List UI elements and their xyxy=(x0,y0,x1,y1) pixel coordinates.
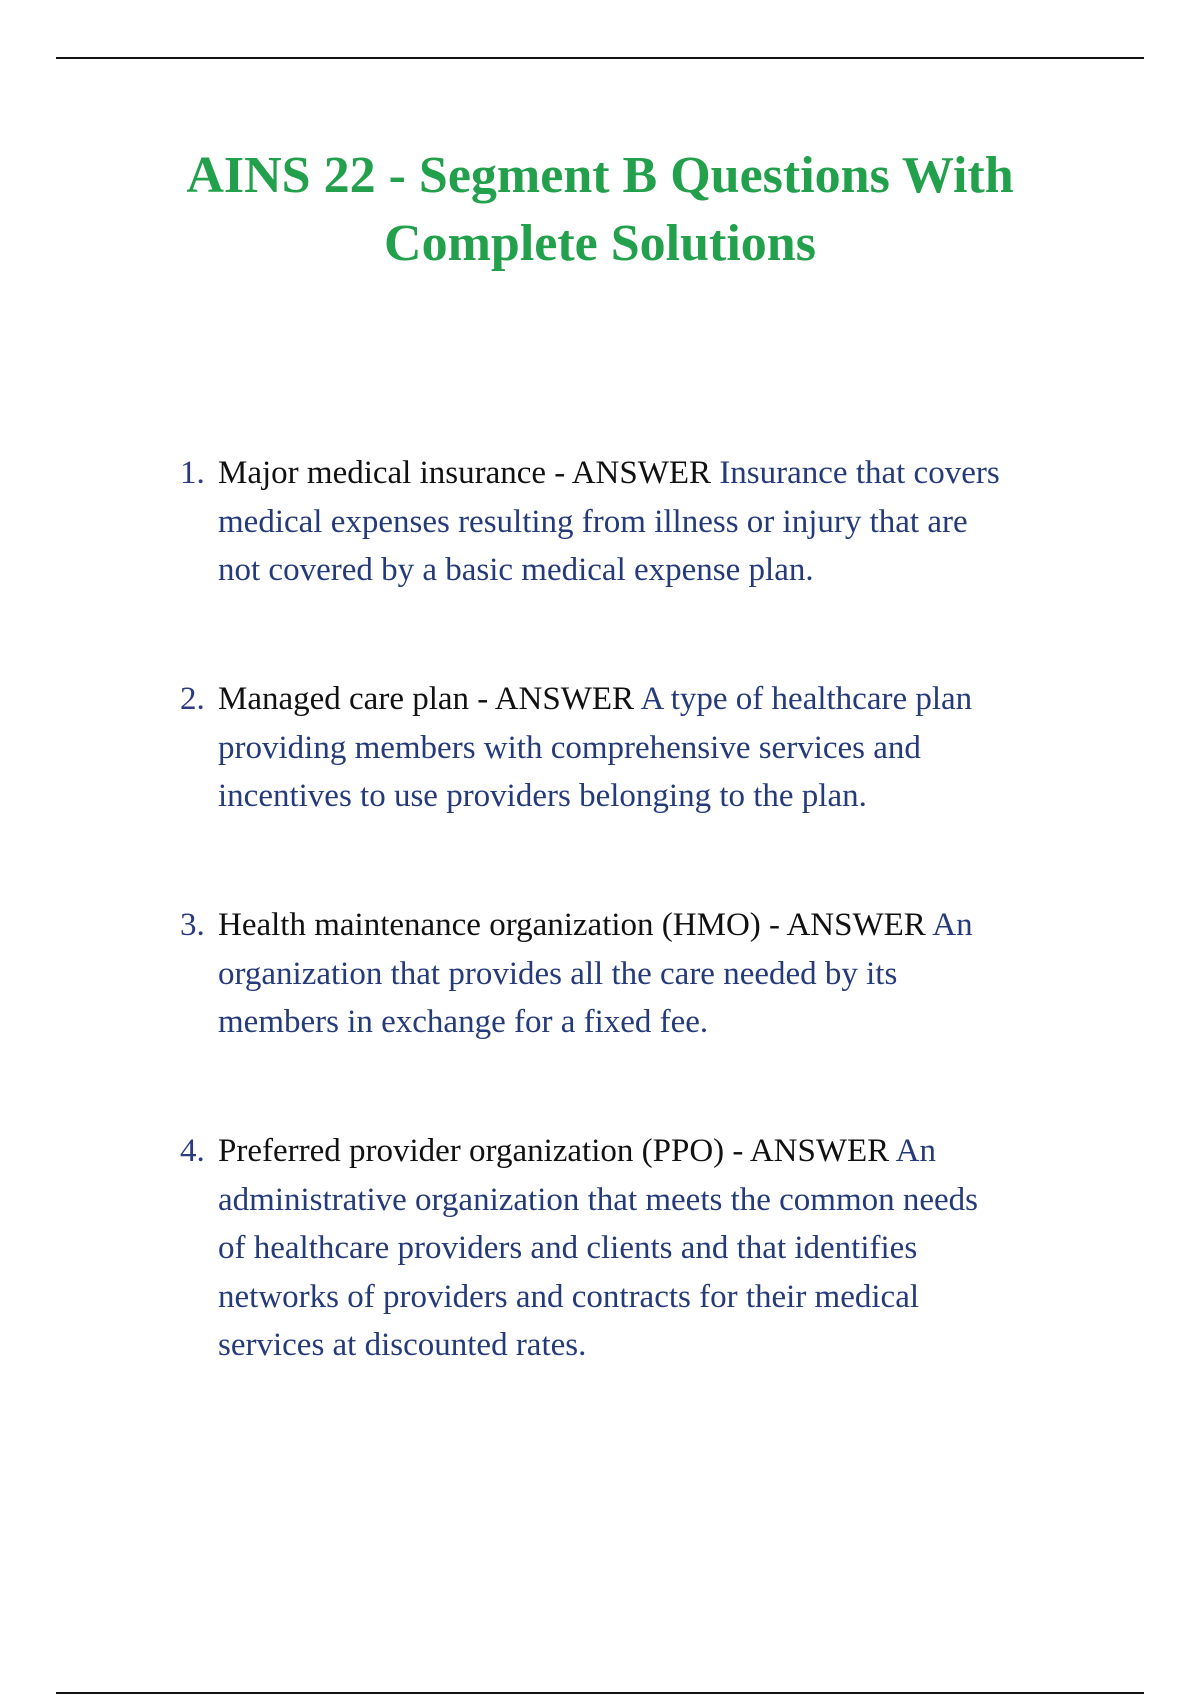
item-term: Major medical insurance xyxy=(218,455,547,491)
title-line-2: Complete Solutions xyxy=(384,215,816,272)
item-body xyxy=(218,1127,1090,1370)
answer-label: ANSWER xyxy=(749,1133,890,1169)
definition-text: An xyxy=(895,1133,936,1169)
definition-line: networks of providers and contracts for their medical xyxy=(218,1278,920,1315)
item-body xyxy=(218,675,1090,821)
qa-item-major-medical-insurance xyxy=(180,449,1090,595)
item-separator: - xyxy=(724,1133,750,1169)
item-line-first xyxy=(218,675,1090,724)
item-separator: - xyxy=(546,455,572,491)
item-line-first xyxy=(218,1127,1090,1176)
title-line-1: AINS 22 - Segment B Questions With xyxy=(186,147,1014,204)
item-term: Managed care plan xyxy=(218,681,470,717)
definition-line: members in exchange for a fixed fee. xyxy=(218,1004,709,1040)
definition-line: providing members with comprehensive services and xyxy=(218,729,921,766)
item-number: 1. xyxy=(180,455,205,491)
qa-item-hmo xyxy=(180,901,1090,1047)
definition-line: incentives to use providers belonging to the plan. xyxy=(218,778,867,814)
item-term: Preferred provider organization (PPO) xyxy=(218,1133,725,1169)
definition-line: medical expenses resulting from illness or injury that are xyxy=(218,503,968,540)
item-separator: - xyxy=(469,681,495,717)
definition-text: An xyxy=(932,907,973,943)
bottom-rule xyxy=(56,1692,1144,1694)
item-number: 4. xyxy=(180,1133,205,1169)
qa-item-ppo xyxy=(180,1127,1090,1370)
item-body xyxy=(218,449,1090,595)
item-separator: - xyxy=(760,907,787,943)
item-line-first xyxy=(218,901,1090,950)
definition-text: A type of healthcare plan xyxy=(640,681,973,717)
definition-line: organization that provides all the care needed by its xyxy=(218,955,898,992)
answer-label: ANSWER xyxy=(494,681,635,717)
item-body xyxy=(218,901,1090,1047)
answer-label: ANSWER xyxy=(571,455,712,491)
answer-label: ANSWER xyxy=(786,907,926,943)
item-number: 2. xyxy=(180,681,205,717)
item-number: 3. xyxy=(180,907,205,943)
definition-line: services at discounted rates. xyxy=(218,1327,587,1363)
definition-line: not covered by a basic medical expense plan. xyxy=(218,552,814,588)
definition-line: administrative organization that meets the common needs xyxy=(218,1181,979,1218)
definition-text: Insurance that covers xyxy=(719,455,1000,491)
item-line-first xyxy=(218,449,1090,498)
qa-item-managed-care-plan xyxy=(180,675,1090,821)
item-term: Health maintenance organization (HMO) xyxy=(218,907,761,943)
definition-line: of healthcare providers and clients and that identifies xyxy=(218,1230,918,1266)
